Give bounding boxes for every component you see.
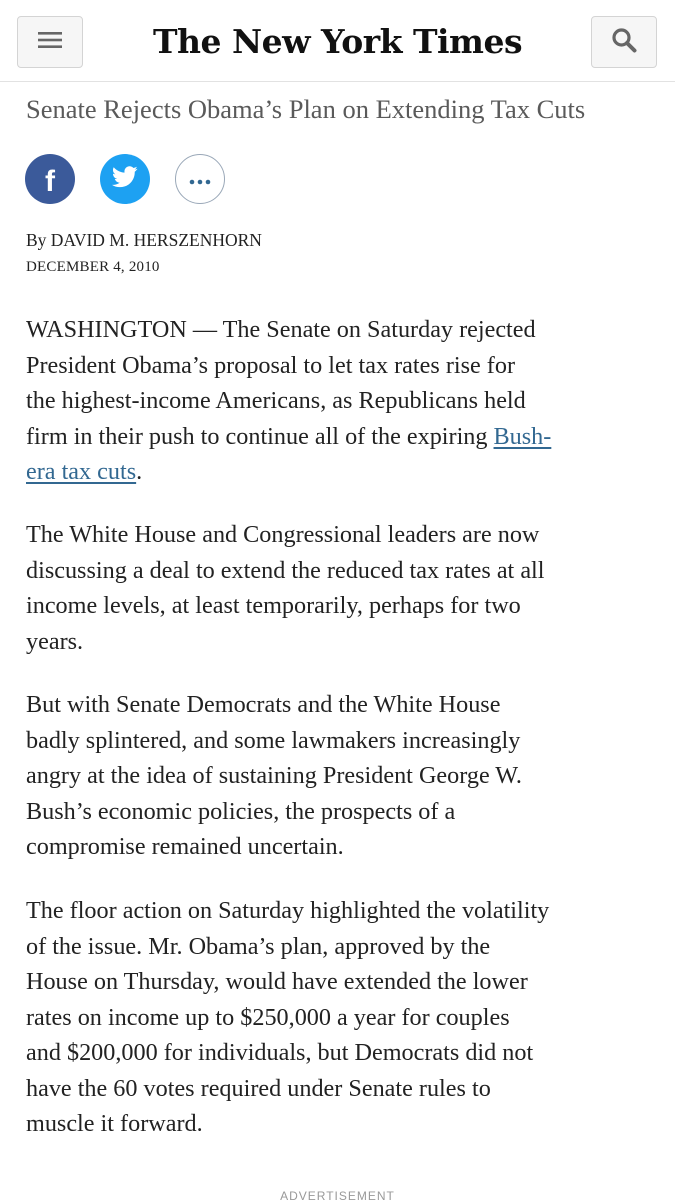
paragraph-line: have the 60 votes required under Senate rules to [26,1074,491,1102]
twitter-share-button[interactable] [100,154,150,204]
paragraph-line: income levels, at least temporarily, perhaps for two [26,592,521,619]
article-paragraph-2 [26,517,656,659]
paragraph-line: discussing a deal to extend the reduced tax rates at all [26,556,545,584]
article-paragraph-4 [26,893,656,1142]
nyt-masthead-logo[interactable]: The New York Times [152,22,523,61]
more-options-icon [188,170,212,189]
paragraph-line [26,419,656,455]
article-paragraph-3 [26,687,656,865]
top-navigation-bar [0,0,675,82]
paragraph-line: compromise remained uncertain. [26,833,344,860]
paragraph-line: badly splintered, and some lawmakers increasingly [26,726,521,754]
paragraph-line: Bush’s economic policies, the prospects of a [26,797,456,825]
paragraph-line: But with Senate Democrats and the White House [26,691,501,718]
search-button[interactable] [591,16,657,68]
article-paragraph-1 [26,312,656,490]
facebook-share-button[interactable] [25,154,75,204]
advertisement-label: ADVERTISEMENT [280,1189,395,1203]
bush-era-tax-cuts-link[interactable]: Bush- [493,422,552,450]
menu-button[interactable] [17,16,83,68]
search-icon [611,27,637,57]
paragraph-line: years. [26,627,84,655]
paragraph-line [26,454,656,490]
paragraph-line: The floor action on Saturday highlighted the volatility [26,897,550,924]
facebook-icon: f [45,165,55,198]
paragraph-text: . [136,458,143,485]
twitter-icon [112,166,138,192]
bush-era-tax-cuts-link-continued[interactable]: era tax cuts [26,458,137,485]
paragraph-line: The White House and Congressional leaders are now [26,521,540,548]
more-share-options-button[interactable] [175,154,225,204]
article-headline: Senate Rejects Obama’s Plan on Extending Tax Cuts [26,94,586,124]
paragraph-line: the highest-income Americans, as Republicans held [26,387,526,414]
article-byline: By DAVID M. HERSZENHORN [26,230,262,250]
paragraph-line: and $200,000 for individuals, but Democrats did not [26,1039,534,1066]
paragraph-line: of the issue. Mr. Obama’s plan, approved by the [26,932,491,960]
article-date: DECEMBER 4, 2010 [26,259,160,275]
paragraph-text: firm in their push to continue all of the expiring [26,422,494,450]
paragraph-line: angry at the idea of sustaining President George W. [26,762,522,789]
paragraph-line: House on Thursday, would have extended the lower [26,968,528,995]
paragraph-line: rates on income up to $250,000 a year for couples [26,1003,510,1031]
hamburger-menu-icon [38,32,62,52]
paragraph-line: muscle it forward. [26,1110,203,1137]
paragraph-line: President Obama’s proposal to let tax rates rise for [26,351,515,379]
paragraph-line: WASHINGTON — The Senate on Saturday rejected [26,316,536,343]
